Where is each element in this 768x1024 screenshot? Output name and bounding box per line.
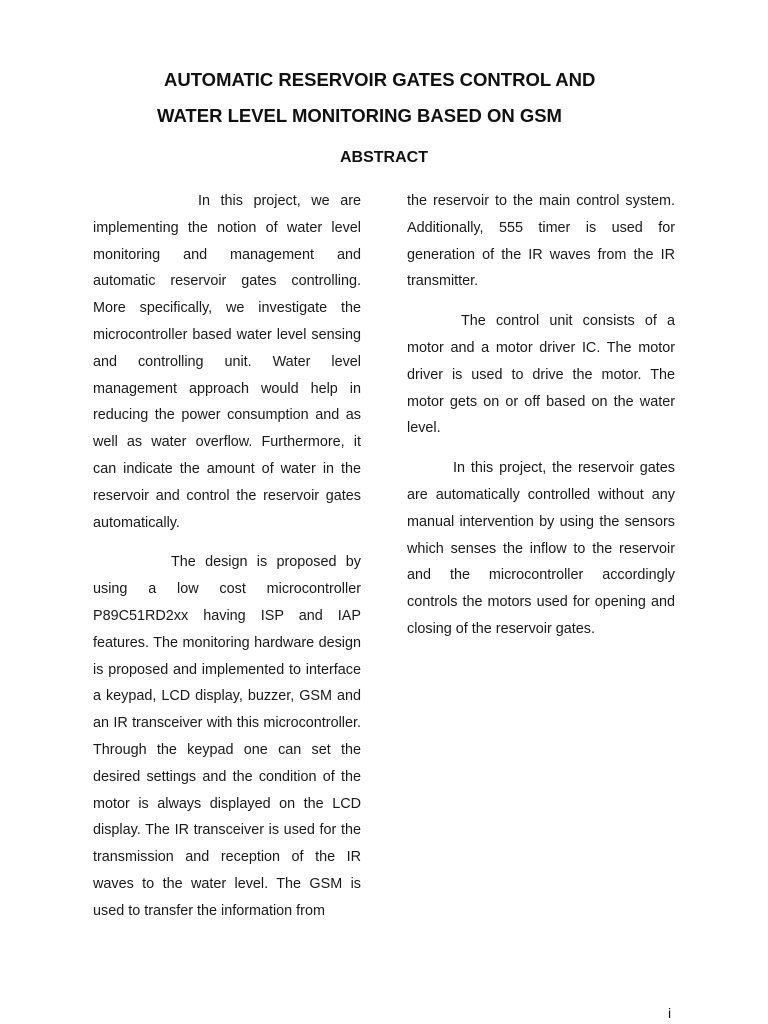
right-paragraph-1: the reservoir to the main control system. Additionally, 555 timer is used for generation of the IR waves from the IR transmitter. [407,193,675,290]
right-column [407,188,675,656]
title-line-2: WATER LEVEL MONITORING BASED ON GSM [157,105,562,126]
title-line-1: AUTOMATIC RESERVOIR GATES CONTROL AND [164,69,596,90]
left-paragraph-1: In this project, we are implementing the notion of water level monitoring and management and automatic reservoir gates controlling. More specifically, we investigate the microcontroller based water level sensing and controlling unit. Water level management approach would help in reducing the power consumption and as well as water overflow. Furthermore, it can indicate the amount of water in the reservoir and control the reservoir gates automatically. [93,193,361,531]
left-paragraph-2: The design is proposed by using a low cost microcontroller P89C51RD2xx having ISP and IAP features. The monitoring hardware design is proposed and implemented to interface a keypad, LCD display, buzzer, GSM and an IR transceiver with this microcontroller. Through the keypad one can set the desired settings and the condition of the motor is always displayed on the LCD display. The IR transceiver is used for the transmission and reception of the IR waves to the water level. The GSM is used to transfer the information from [93,554,361,919]
abstract-heading: ABSTRACT [340,149,428,166]
page-number: i [668,1005,672,1021]
left-column [93,188,361,938]
document-title [0,62,768,134]
right-paragraph-3: In this project, the reservoir gates are automatically controlled without any manual intervention by using the sensors which senses the inflow to the reservoir and the microcontroller accordingly controls the motors used for opening and closing of the reservoir gates. [407,460,675,637]
right-paragraph-2: The control unit consists of a motor and a motor driver IC. The motor driver is used to drive the motor. The motor gets on or off based on the water level. [407,313,675,437]
